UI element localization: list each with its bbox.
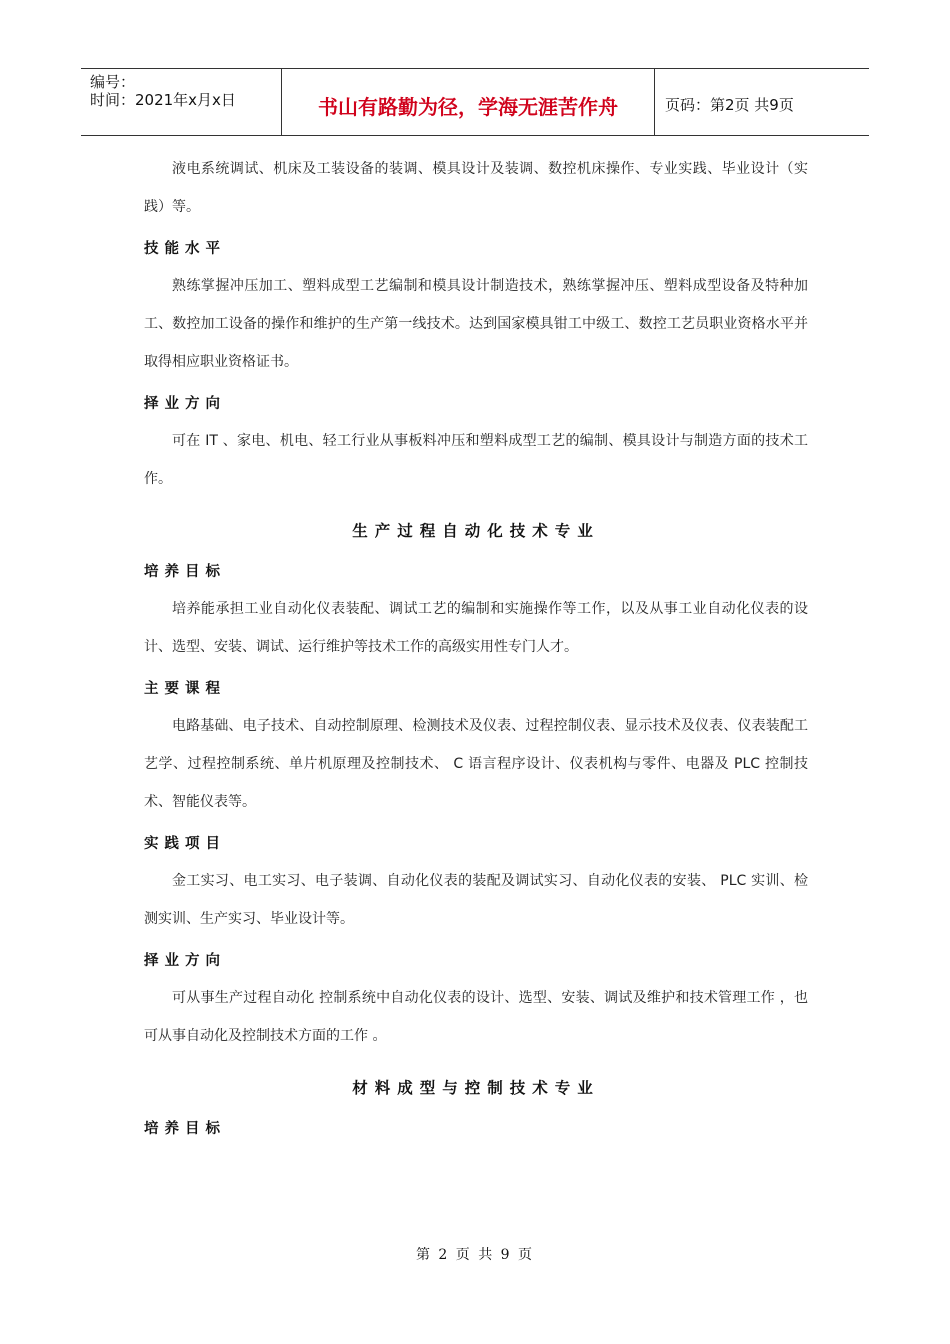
body-paragraph: 金工实习、电工实习、电子装调、自动化仪表的装配及调试实习、自动化仪表的安装、 PLC 实训、检测实训、生产实习、毕业设计等。 — [144, 873, 808, 927]
body-paragraph: 电路基础、电子技术、自动控制原理、检测技术及仪表、过程控制仪表、显示技术及仪表、仪表装配工艺学、过程控制系统、单片机原理及控制技术、 C 语言程序设计、仪表机构与零件、电器及 PLC 控制技术、智能仪表等。 — [144, 718, 808, 810]
page-footer: 第 2 页 共 9 页 — [415, 1247, 535, 1263]
header-motto: 书山有路勤为径，学海无涯苦作舟 — [318, 95, 618, 119]
body-paragraph: 熟练掌握冲压加工、塑料成型工艺编制和模具设计制造技术，熟练掌握冲压、塑料成型设备及特种加工、数控加工设备的操作和维护的生产第一线技术。达到国家模具钳工中级工、数控工艺员职业资格水平并取得相应职业资格证书。 — [144, 278, 808, 370]
header-info-cell — [81, 69, 282, 135]
major-title: 生产过程自动化技术专业 — [352, 522, 600, 540]
body-paragraph: 可从事生产过程自动化 控制系统中自动化仪表的设计、选型、安装、调试及维护和技术管理工作 ，也可从事自动化及控制技术方面的工作 。 — [144, 990, 808, 1044]
document-number-label: 编号： — [90, 73, 136, 91]
header-page-cell — [655, 69, 869, 135]
document-time-label: 时间：2021年x月x日 — [90, 91, 236, 109]
body-paragraph: 液电系统调试、机床及工装设备的装调、模具设计及装调、数控机床操作、专业实践、毕业设计（实践）等。 — [144, 161, 808, 215]
header-page-code: 页码：第2页 共9页 — [665, 96, 794, 114]
section-heading: 培养目标 — [144, 1121, 226, 1137]
major-title: 材料成型与控制技术专业 — [352, 1079, 600, 1097]
section-heading: 实践项目 — [144, 836, 226, 852]
page-header — [81, 68, 869, 136]
header-motto-cell — [282, 69, 655, 135]
section-heading: 培养目标 — [144, 564, 226, 580]
body-paragraph: 可在 IT 、家电、机电、轻工行业从事板料冲压和塑料成型工艺的编制、模具设计与制造方面的技术工作。 — [144, 433, 808, 487]
document-body — [144, 150, 808, 1147]
section-heading: 择业方向 — [144, 953, 226, 969]
section-heading: 择业方向 — [144, 396, 226, 412]
section-heading: 主要课程 — [144, 681, 226, 697]
body-paragraph: 培养能承担工业自动化仪表装配、调试工艺的编制和实施操作等工作，以及从事工业自动化仪表的设计、选型、安装、调试、运行维护等技术工作的高级实用性专门人才。 — [144, 601, 808, 655]
section-heading: 技能水平 — [144, 241, 226, 257]
